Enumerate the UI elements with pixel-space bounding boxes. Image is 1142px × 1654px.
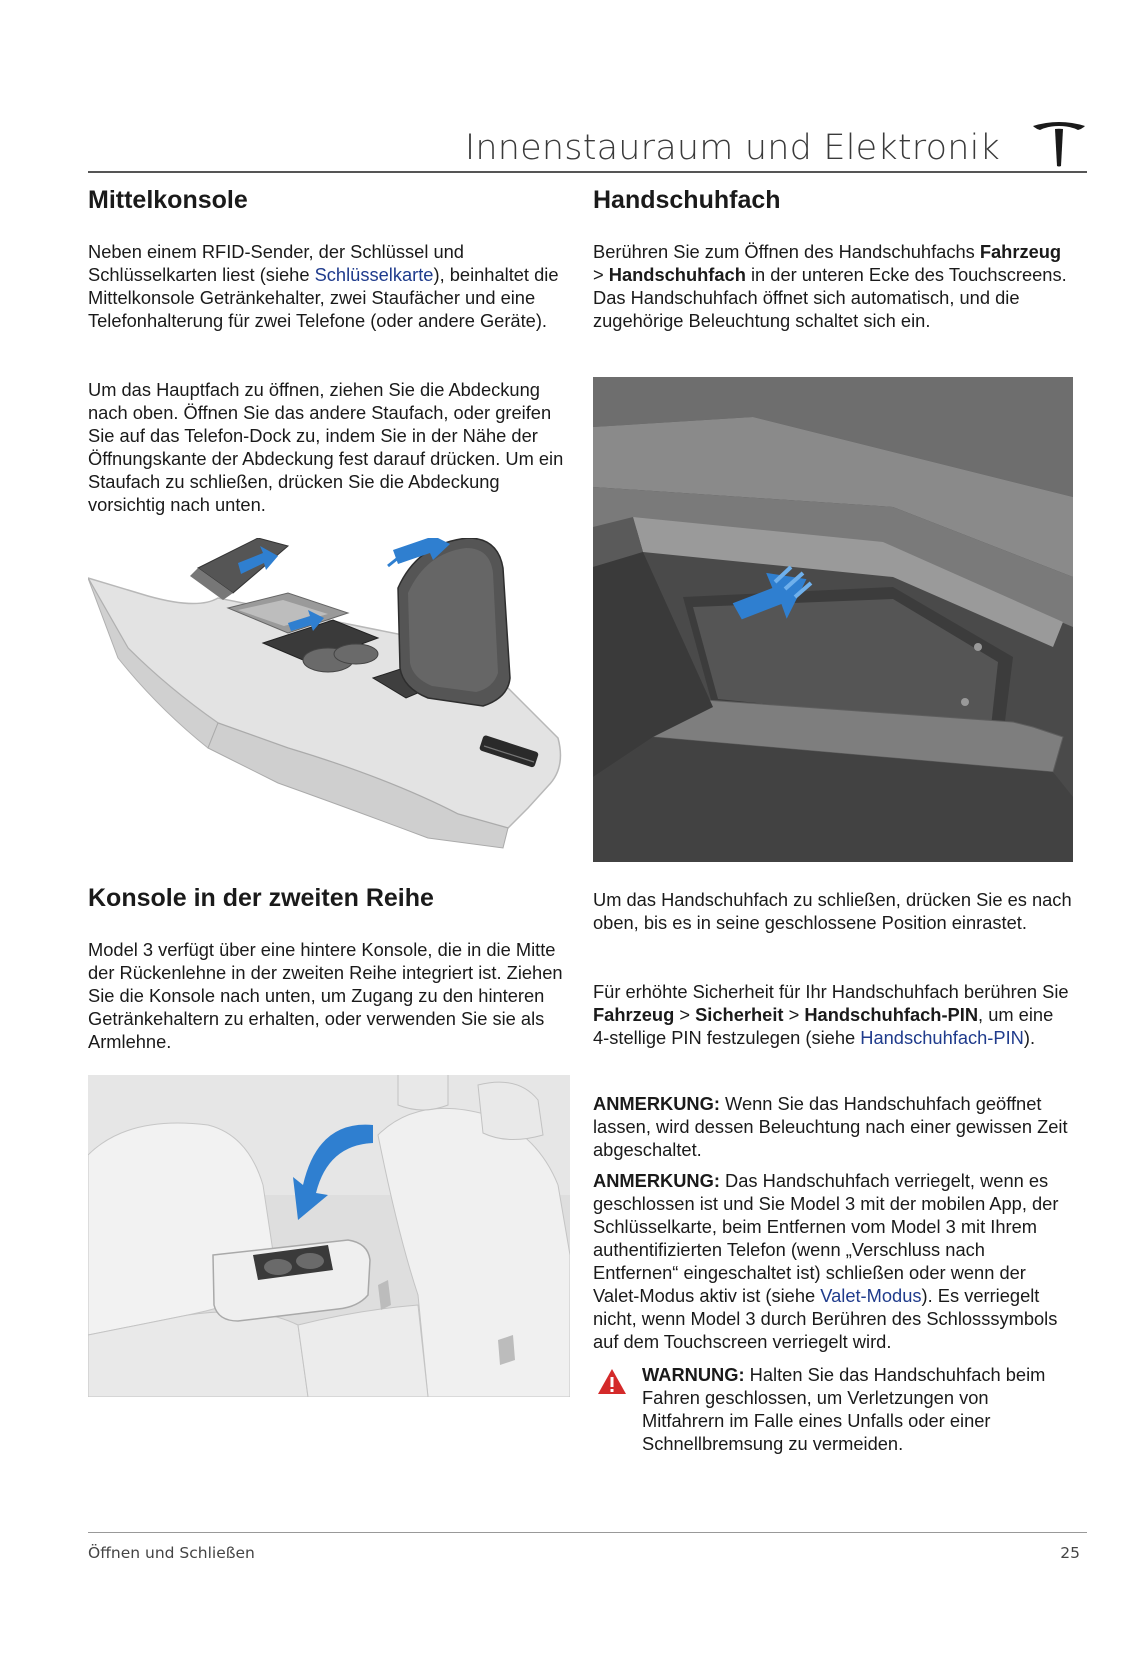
tesla-logo-icon xyxy=(1030,120,1088,168)
center-console-figure xyxy=(88,538,570,856)
paragraph-handschuhfach-2: Um das Handschuhfach zu schließen, drücken Sie es nach oben, bis es in seine geschlossene Position einrastet. xyxy=(593,889,1072,933)
note-2: ANMERKUNG: Das Handschuhfach verriegelt, wenn es geschlossen ist und Sie Model 3 mit der mobilen App, der Schlüsselkarte, beim Entfernen vom Model 3 mit Ihrem authentifizierten Telefon (wenn „Verschluss nach Entfernen“ eingeschaltet ist) schließen oder wenn der Valet-Modus aktiv ist (siehe Valet-Modus). Es verriegelt nicht, wenn Model 3 durch Berühren des Schlosssymbols auf dem Touchscreen verriegelt wird. xyxy=(593,1170,1059,1352)
footer-section: Öffnen und Schließen xyxy=(88,1544,255,1562)
link-schluesselkarte[interactable]: Schlüsselkarte xyxy=(314,264,434,285)
rear-console-figure xyxy=(88,1075,570,1397)
section-heading-handschuhfach: Handschuhfach xyxy=(593,186,781,214)
section-heading-zweite-reihe: Konsole in der zweiten Reihe xyxy=(88,884,434,912)
paragraph-mittelkonsole-1: Neben einem RFID-Sender, der Schlüssel und Schlüsselkarten liest (siehe Schlüsselkarte), beinhaltet die Mittelkonsole Getränkehalter, zwei Staufächer und eine Telefonhalterung für zwei Telefone (oder andere Geräte). xyxy=(88,241,559,331)
paragraph-zweite-reihe: Model 3 verfügt über eine hintere Konsole, die in die Mitte der Rückenlehne in der zweiten Reihe integriert ist. Ziehen Sie die Konsole nach unten, um Zugang zu den hinteren Getränkehaltern zu erhalten, oder verwenden Sie sie als Armlehne. xyxy=(88,939,563,1052)
note-1: ANMERKUNG: Wenn Sie das Handschuhfach geöffnet lassen, wird dessen Beleuchtung nach einer gewissen Zeit abgeschaltet. xyxy=(593,1093,1068,1160)
paragraph-handschuhfach-1: Berühren Sie zum Öffnen des Handschuhfachs Fahrzeug > Handschuhfach in der unteren Ecke des Touchscreens. Das Handschuhfach öffnet sich automatisch, und die zugehörige Beleuchtung schaltet sich ein. xyxy=(593,241,1067,331)
section-heading-mittelkonsole: Mittelkonsole xyxy=(88,186,248,214)
footer-rule xyxy=(88,1532,1087,1533)
page-header-title: Innenstauraum und Elektronik xyxy=(464,128,1000,168)
link-handschuhfach-pin[interactable]: Handschuhfach-PIN xyxy=(860,1027,1024,1048)
header-rule xyxy=(88,171,1087,173)
warning-text: WARNUNG: Halten Sie das Handschuhfach beim Fahren geschlossen, um Verletzungen von Mitfahrern im Falle eines Unfalls oder einer Schnellbremsung zu vermeiden. xyxy=(642,1364,1046,1454)
paragraph-handschuhfach-3: Für erhöhte Sicherheit für Ihr Handschuhfach berühren Sie Fahrzeug > Sicherheit > Handschuhfach-PIN, um eine 4-stellige PIN festzulegen (siehe Handschuhfach-PIN). xyxy=(593,981,1069,1048)
paragraph-mittelkonsole-2: Um das Hauptfach zu öffnen, ziehen Sie die Abdeckung nach oben. Öffnen Sie das andere Staufach, oder greifen Sie auf das Telefon-Dock zu, indem Sie in der Nähe der Öffnungskante der Abdeckung fest darauf drücken. Um ein Staufach zu schließen, drücken Sie die Abdeckung vorsichtig nach unten. xyxy=(88,379,564,515)
page-number: 25 xyxy=(1060,1544,1080,1562)
warning-icon xyxy=(597,1368,627,1395)
glovebox-figure xyxy=(593,377,1073,862)
link-valet-modus[interactable]: Valet-Modus xyxy=(820,1285,922,1306)
